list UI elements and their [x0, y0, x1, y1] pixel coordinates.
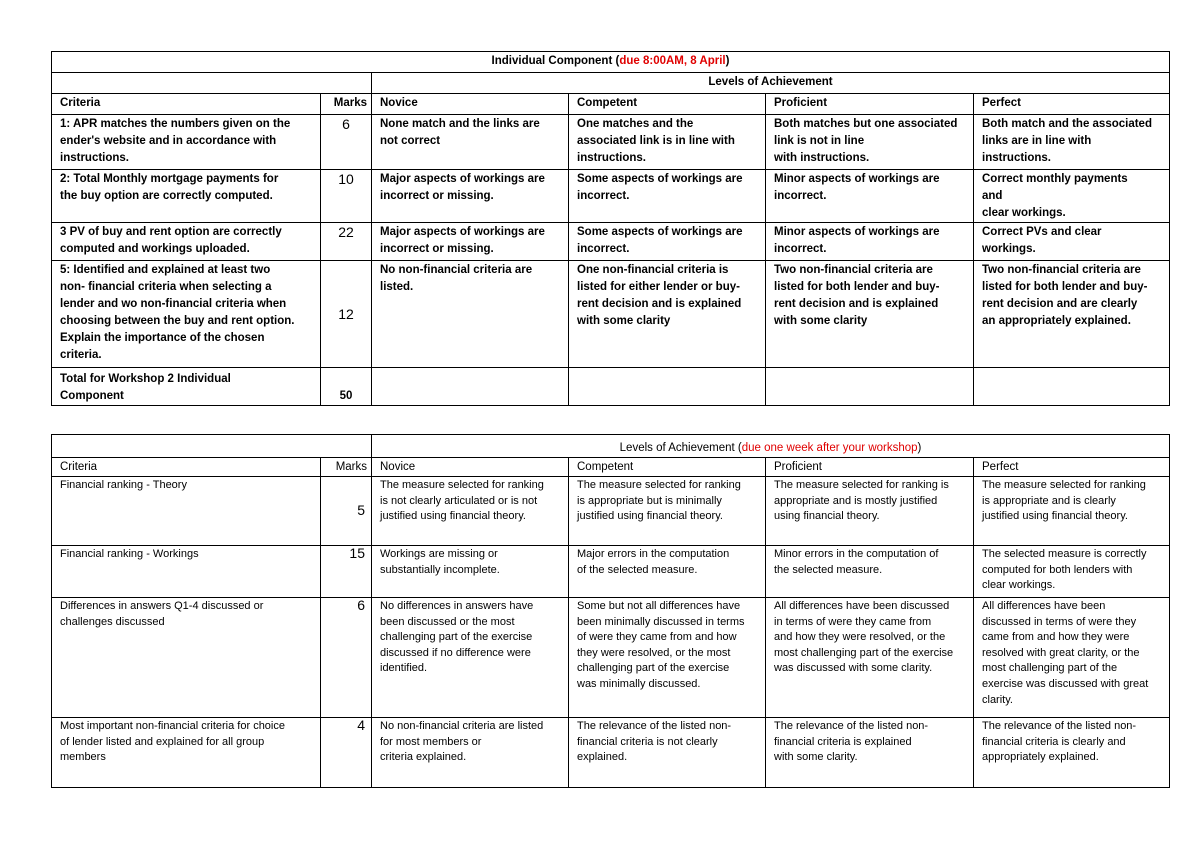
table-row: [52, 546, 1170, 598]
competent-cell: Some aspects of workings are incorrect.: [569, 170, 766, 223]
marks-cell: 12: [321, 261, 372, 368]
perfect-cell: The relevance of the listed non- financial criteria is clearly and appropriately explained.: [974, 718, 1170, 788]
header-marks: Marks: [321, 458, 372, 477]
criteria-cell: Most important non-financial criteria for choice of lender listed and explained for all group members: [52, 718, 321, 788]
novice-cell: No non-financial criteria are listed.: [372, 261, 569, 368]
table-row: [52, 261, 1170, 368]
novice-cell: No differences in answers have been discussed or the most challenging part of the exercise discussed if no difference were identified.: [372, 598, 569, 718]
perfect-cell: The measure selected for ranking is appropriate and is clearly justified using financial theory.: [974, 477, 1170, 546]
marks-cell: 10: [321, 170, 372, 223]
perfect-cell: All differences have been discussed in terms of were they came from and how they were resolved with great clarity, or the most challenging part of the exercise was discussed with great clarity.: [974, 598, 1170, 718]
marks-cell: 6: [321, 598, 372, 718]
table2-header-row: [52, 458, 1170, 477]
novice-cell: The measure selected for ranking is not clearly articulated or is not justified using financial theory.: [372, 477, 569, 546]
header-criteria: Criteria: [52, 94, 321, 115]
perfect-cell: Both match and the associated links are in line with instructions.: [974, 115, 1170, 170]
proficient-cell: The relevance of the listed non- financial criteria is explained with some clarity.: [766, 718, 974, 788]
total-marks: 50: [321, 368, 372, 406]
table1-levels-heading: Levels of Achievement: [372, 73, 1170, 94]
group-component-table: [51, 434, 1170, 788]
proficient-cell: Both matches but one associated link is not in line with instructions.: [766, 115, 974, 170]
competent-cell: Some but not all differences have been minimally discussed in terms of were they came from and how they were resolved, or the most challenging part of the exercise was minimally discussed.: [569, 598, 766, 718]
novice-cell: Workings are missing or substantially incomplete.: [372, 546, 569, 598]
individual-component-table: [51, 51, 1170, 406]
proficient-cell: All differences have been discussed in terms of were they came from and how they were resolved, or the most challenging part of the exercise was discussed with some clarity.: [766, 598, 974, 718]
criteria-cell: Differences in answers Q1-4 discussed or challenges discussed: [52, 598, 321, 718]
criteria-cell: 2: Total Monthly mortgage payments for the buy option are correctly computed.: [52, 170, 321, 223]
criteria-cell: Financial ranking - Theory: [52, 477, 321, 546]
criteria-cell: 1: APR matches the numbers given on the ender's website and in accordance with instructions.: [52, 115, 321, 170]
header-marks: Marks: [321, 94, 372, 115]
table1-due-date: due 8:00AM, 8 April: [619, 55, 726, 67]
header-proficient: Proficient: [766, 458, 974, 477]
header-novice: Novice: [372, 94, 569, 115]
competent-cell: Some aspects of workings are incorrect.: [569, 223, 766, 261]
marks-cell: 15: [321, 546, 372, 598]
perfect-cell: The selected measure is correctly computed for both lenders with clear workings.: [974, 546, 1170, 598]
novice-cell: Major aspects of workings are incorrect or missing.: [372, 170, 569, 223]
perfect-cell: Correct PVs and clear workings.: [974, 223, 1170, 261]
perfect-cell: Two non-financial criteria are listed for both lender and buy- rent decision and are clearly an appropriately explained.: [974, 261, 1170, 368]
novice-cell: None match and the links are not correct: [372, 115, 569, 170]
competent-cell: The measure selected for ranking is appropriate but is minimally justified using financial theory.: [569, 477, 766, 546]
competent-cell: The relevance of the listed non- financial criteria is not clearly explained.: [569, 718, 766, 788]
table2-levels-heading: Levels of Achievement (due one week after your workshop): [372, 435, 1170, 458]
total-row: [52, 368, 1170, 406]
table-row: [52, 477, 1170, 546]
proficient-cell: Minor aspects of workings are incorrect.: [766, 170, 974, 223]
total-label: Total for Workshop 2 Individual Component: [52, 368, 321, 406]
marks-cell: 22: [321, 223, 372, 261]
criteria-cell: Financial ranking - Workings: [52, 546, 321, 598]
proficient-cell: The measure selected for ranking is appropriate and is mostly justified using financial theory.: [766, 477, 974, 546]
competent-cell: One matches and the associated link is in line with instructions.: [569, 115, 766, 170]
competent-cell: Major errors in the computation of the selected measure.: [569, 546, 766, 598]
proficient-cell: Minor aspects of workings are incorrect.: [766, 223, 974, 261]
table-row: [52, 170, 1170, 223]
table-row: [52, 718, 1170, 788]
competent-cell: One non-financial criteria is listed for either lender or buy- rent decision and is explained with some clarity: [569, 261, 766, 368]
header-proficient: Proficient: [766, 94, 974, 115]
header-competent: Competent: [569, 458, 766, 477]
criteria-cell: 3 PV of buy and rent option are correctly computed and workings uploaded.: [52, 223, 321, 261]
header-novice: Novice: [372, 458, 569, 477]
table1-title: Individual Component (due 8:00AM, 8 April): [52, 52, 1170, 73]
header-criteria: Criteria: [52, 458, 321, 477]
table-row: [52, 598, 1170, 718]
table2-due-date: due one week after your workshop: [741, 442, 918, 454]
marks-cell: 5: [321, 477, 372, 546]
table-row: [52, 115, 1170, 170]
criteria-cell: 5: Identified and explained at least two non- financial criteria when selecting a lender and wo non-financial criteria when choosing between the buy and rent option. Explain the importance of the chosen criteria.: [52, 261, 321, 368]
perfect-cell: Correct monthly payments and clear workings.: [974, 170, 1170, 223]
table-row: [52, 223, 1170, 261]
header-perfect: Perfect: [974, 458, 1170, 477]
marks-cell: 6: [321, 115, 372, 170]
novice-cell: Major aspects of workings are incorrect or missing.: [372, 223, 569, 261]
proficient-cell: Minor errors in the computation of the selected measure.: [766, 546, 974, 598]
novice-cell: No non-financial criteria are listed for most members or criteria explained.: [372, 718, 569, 788]
marks-cell: 4: [321, 718, 372, 788]
table1-header-row: [52, 94, 1170, 115]
header-competent: Competent: [569, 94, 766, 115]
proficient-cell: Two non-financial criteria are listed for both lender and buy- rent decision and is explained with some clarity: [766, 261, 974, 368]
header-perfect: Perfect: [974, 94, 1170, 115]
